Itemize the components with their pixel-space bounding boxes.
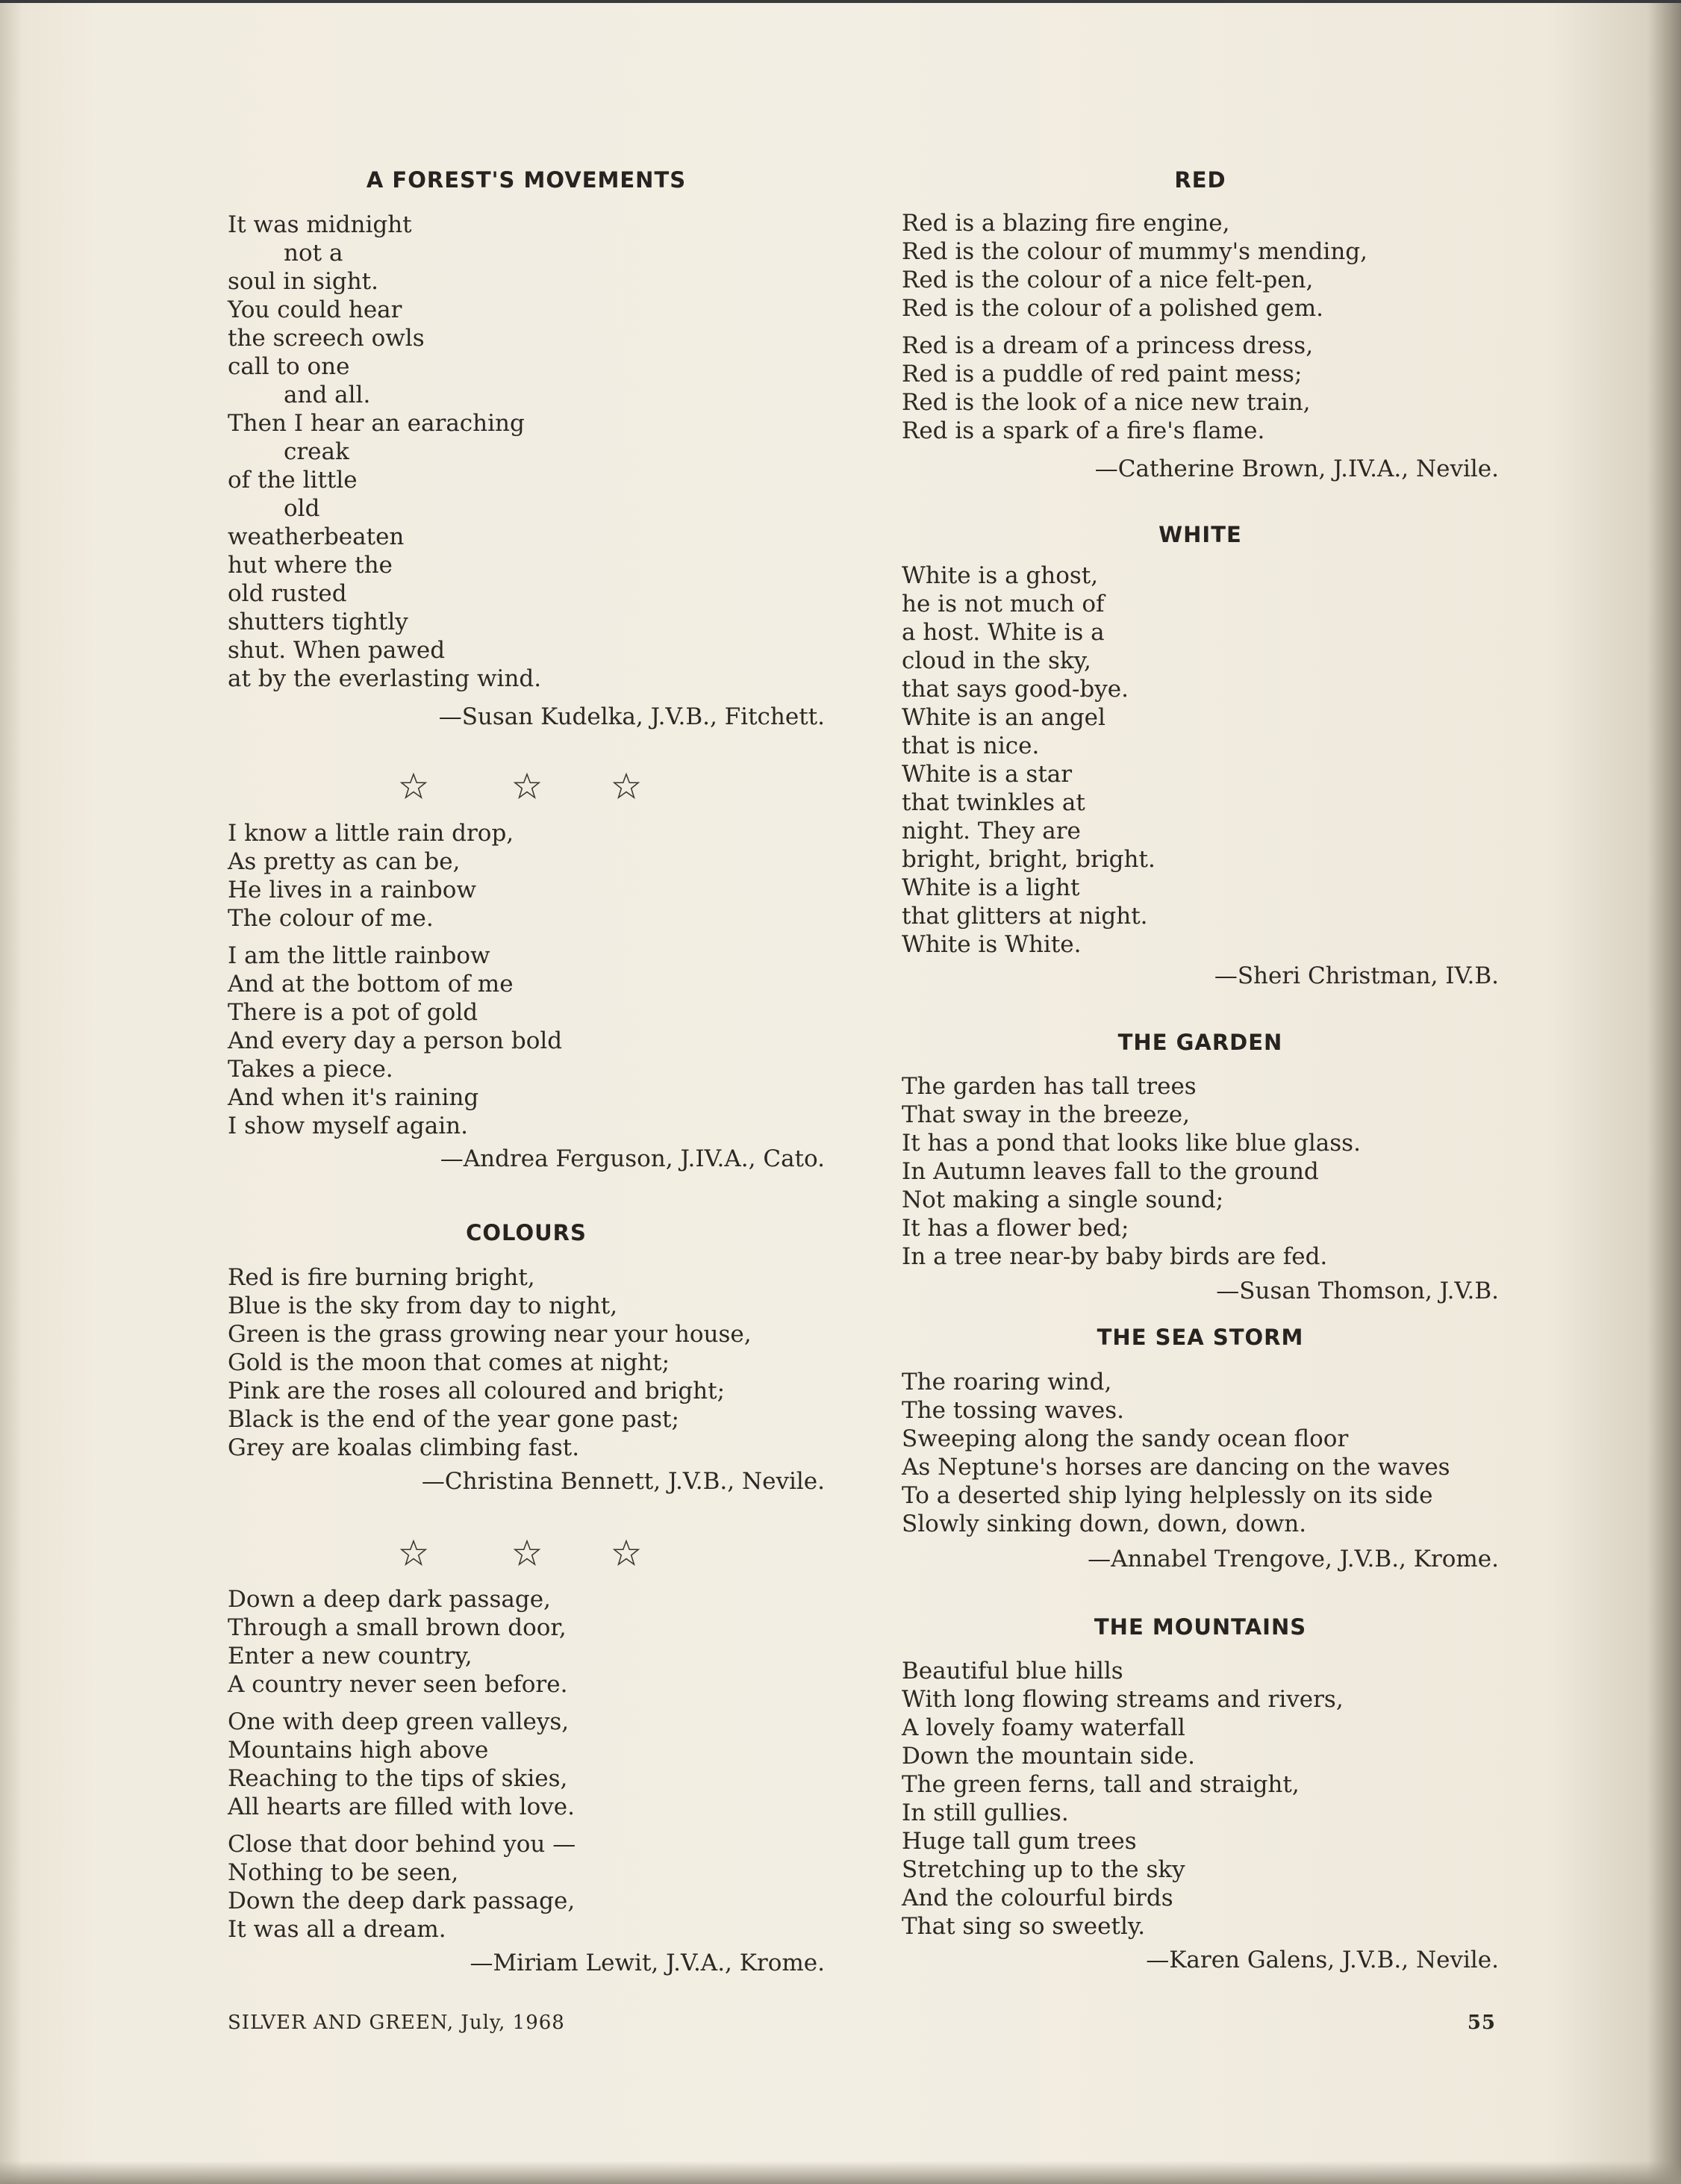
poem-line: bright, bright, bright. [902,846,1156,873]
poem-raindrop-lines [228,819,562,1140]
poem-line: You could hear [228,296,402,323]
publication-footer: SILVER AND GREEN, July, 1968 [228,2012,565,2034]
poem-line: cloud in the sky, [902,647,1091,674]
poem-line: Then I hear an earaching [228,410,525,437]
poem-author: —Christina Bennett, J.V.B., Nevile. [421,1468,825,1495]
poem-line: Red is a blazing fire engine, [902,210,1230,237]
poem-title-white: WHITE [1158,522,1242,547]
page-left-shadow [0,3,22,2184]
poem-line: Red is fire burning bright, [228,1264,535,1291]
poem-line: shut. When pawed [228,637,446,664]
poem-line: of the little [228,467,358,494]
poem-line: hut where the [228,552,393,579]
page-number: 55 [1467,2012,1496,2034]
poem-line: call to one [228,353,350,380]
poem-line: a host. White is a [902,619,1105,646]
poem-line: White is an angel [902,704,1105,731]
poem-red-lines [902,209,1367,445]
poem-line: The garden has tall trees [902,1073,1197,1100]
star-outline-icon [612,1539,640,1567]
poem-line: Red is a puddle of red paint mess; [902,361,1303,388]
star-outline-icon [513,772,541,800]
poem-line: Black is the end of the year gone past; [228,1406,679,1433]
poem-line: Through a small brown door, [228,1614,567,1641]
poem-line: weatherbeaten [228,523,405,550]
poem-line: he is not much of [902,591,1105,617]
poem-title-colours: COLOURS [466,1220,587,1245]
poem-line: As pretty as can be, [228,848,461,875]
poem-line: All hearts are filled with love. [228,1793,575,1820]
poem-line: He lives in a rainbow [228,877,476,903]
poem-author: —Sheri Christman, IV.B. [1214,962,1499,989]
poem-line: Down a deep dark passage, [228,1586,551,1613]
star-separator [228,1539,825,1569]
poem-line: Slowly sinking down, down, down. [902,1511,1307,1537]
star-separator [228,772,825,802]
poem-line: Close that door behind you — [228,1831,576,1858]
poem-line: The tossing waves. [902,1397,1124,1424]
poem-line: at by the everlasting wind. [228,665,542,692]
poem-title-red: RED [1174,167,1226,193]
poem-line: To a deserted ship lying helplessly on its side [902,1482,1433,1509]
poem-line: the screech owls [228,325,425,352]
poem-garden-lines [902,1072,1361,1271]
poem-title-garden: THE GARDEN [1117,1030,1283,1055]
poem-line: Nothing to be seen, [228,1859,459,1886]
poem-mountains-lines [902,1657,1344,1941]
poem-seastorm-lines [902,1368,1450,1538]
poem-line: White is a star [902,761,1073,788]
star-outline-icon [399,1539,428,1567]
poem-line: The green ferns, tall and straight, [902,1771,1300,1798]
poem-line: Mountains high above [228,1737,489,1764]
poem-title-forest: A FOREST'S MOVEMENTS [366,167,687,193]
poem-line: White is White. [902,931,1082,958]
star-outline-icon [612,772,640,800]
poem-line: I am the little rainbow [228,942,490,969]
poem-line: Pink are the roses all coloured and bright; [228,1378,726,1404]
poem-line: That sing so sweetly. [902,1913,1146,1940]
poem-line: A country never seen before. [228,1671,568,1698]
poem-line: Huge tall gum trees [902,1828,1137,1855]
poem-line: The colour of me. [228,905,434,932]
poem-line: That sway in the breeze, [902,1101,1190,1128]
star-outline-icon [513,1539,541,1567]
poem-line: The roaring wind, [902,1369,1112,1396]
poem-line: that says good-bye. [902,676,1129,703]
poem-line: And when it's raining [228,1084,479,1111]
poem-line: that twinkles at [902,789,1085,816]
poem-line: It has a flower bed; [902,1215,1129,1242]
poem-white-lines [902,561,1156,959]
poem-line: Beautiful blue hills [902,1658,1123,1684]
poem-line: And at the bottom of me [228,971,514,998]
poem-title-mountains: THE MOUNTAINS [1094,1614,1307,1640]
poem-author: —Susan Kudelka, J.V.B., Fitchett. [438,703,825,730]
poem-line: Gold is the moon that comes at night; [228,1349,670,1376]
poem-line: Red is a spark of a fire's flame. [902,417,1265,444]
page-bottom-shadow [0,2161,1681,2184]
poem-author: —Annabel Trengove, J.V.B., Krome. [1088,1546,1499,1572]
poem-line: Grey are koalas climbing fast. [228,1434,580,1461]
poem-line: It was all a dream. [228,1916,446,1943]
poem-line: Red is the colour of mummy's mending, [902,238,1367,265]
poem-passage-lines [228,1585,576,1944]
poem-line: that is nice. [902,732,1040,759]
poem-line: old [284,495,320,522]
poem-author: —Andrea Ferguson, J.IV.A., Cato. [440,1145,825,1172]
poem-line: Red is the colour of a polished gem. [902,295,1323,322]
poem-line: Blue is the sky from day to night, [228,1292,618,1319]
poem-line: Takes a piece. [228,1056,393,1083]
poem-line: It has a pond that looks like blue glass. [902,1130,1361,1157]
poem-line: There is a pot of gold [228,999,478,1026]
poem-line: White is a ghost, [902,562,1099,589]
poem-line: Down the deep dark passage, [228,1888,576,1914]
poem-author: —Susan Thomson, J.V.B. [1216,1278,1499,1304]
poem-line: soul in sight. [228,268,378,295]
poem-line: Down the mountain side. [902,1743,1196,1770]
poem-line: Red is the colour of a nice felt-pen, [902,267,1314,293]
poem-line: And the colourful birds [902,1885,1173,1911]
poem-author: —Miriam Lewit, J.V.A., Krome. [470,1950,825,1976]
poem-line: old rusted [228,580,347,607]
poem-line: Red is a dream of a princess dress, [902,332,1314,359]
poem-line: In a tree near-by baby birds are fed. [902,1243,1328,1270]
poem-line: A lovely foamy waterfall [902,1714,1185,1741]
poem-line: In still gullies. [902,1799,1069,1826]
poem-line: creak [284,438,349,465]
poem-line: Green is the grass growing near your house, [228,1321,752,1348]
poem-line: In Autumn leaves fall to the ground [902,1158,1319,1185]
poem-line: Enter a new country, [228,1643,473,1670]
poem-line: White is a light [902,874,1080,901]
poem-line: and all. [284,382,371,408]
poem-forest-lines [228,211,541,693]
poem-title-sea-storm: THE SEA STORM [1097,1325,1304,1350]
poem-line: One with deep green valleys, [228,1708,570,1735]
poem-line: I show myself again. [228,1113,468,1139]
poem-line: Reaching to the tips of skies, [228,1765,568,1792]
poem-line: not a [284,240,343,267]
poem-line: I know a little rain drop, [228,820,514,847]
poem-author: —Catherine Brown, J.IV.A., Nevile. [1094,455,1499,482]
poem-line: It was midnight [228,211,412,238]
poem-line: And every day a person bold [228,1027,563,1054]
poem-line: Red is the look of a nice new train, [902,389,1311,416]
poem-line: that glitters at night. [902,903,1148,930]
poem-line: Sweeping along the sandy ocean floor [902,1425,1349,1452]
poem-line: Stretching up to the sky [902,1856,1185,1883]
poem-author: —Karen Galens, J.V.B., Nevile. [1146,1947,1499,1973]
poem-line: Not making a single sound; [902,1186,1224,1213]
poem-line: With long flowing streams and rivers, [902,1686,1344,1713]
poem-line: night. They are [902,818,1081,844]
poem-colours-lines [228,1263,752,1462]
poem-line: shutters tightly [228,609,408,635]
star-outline-icon [399,772,428,800]
poem-line: As Neptune's horses are dancing on the waves [902,1454,1450,1481]
